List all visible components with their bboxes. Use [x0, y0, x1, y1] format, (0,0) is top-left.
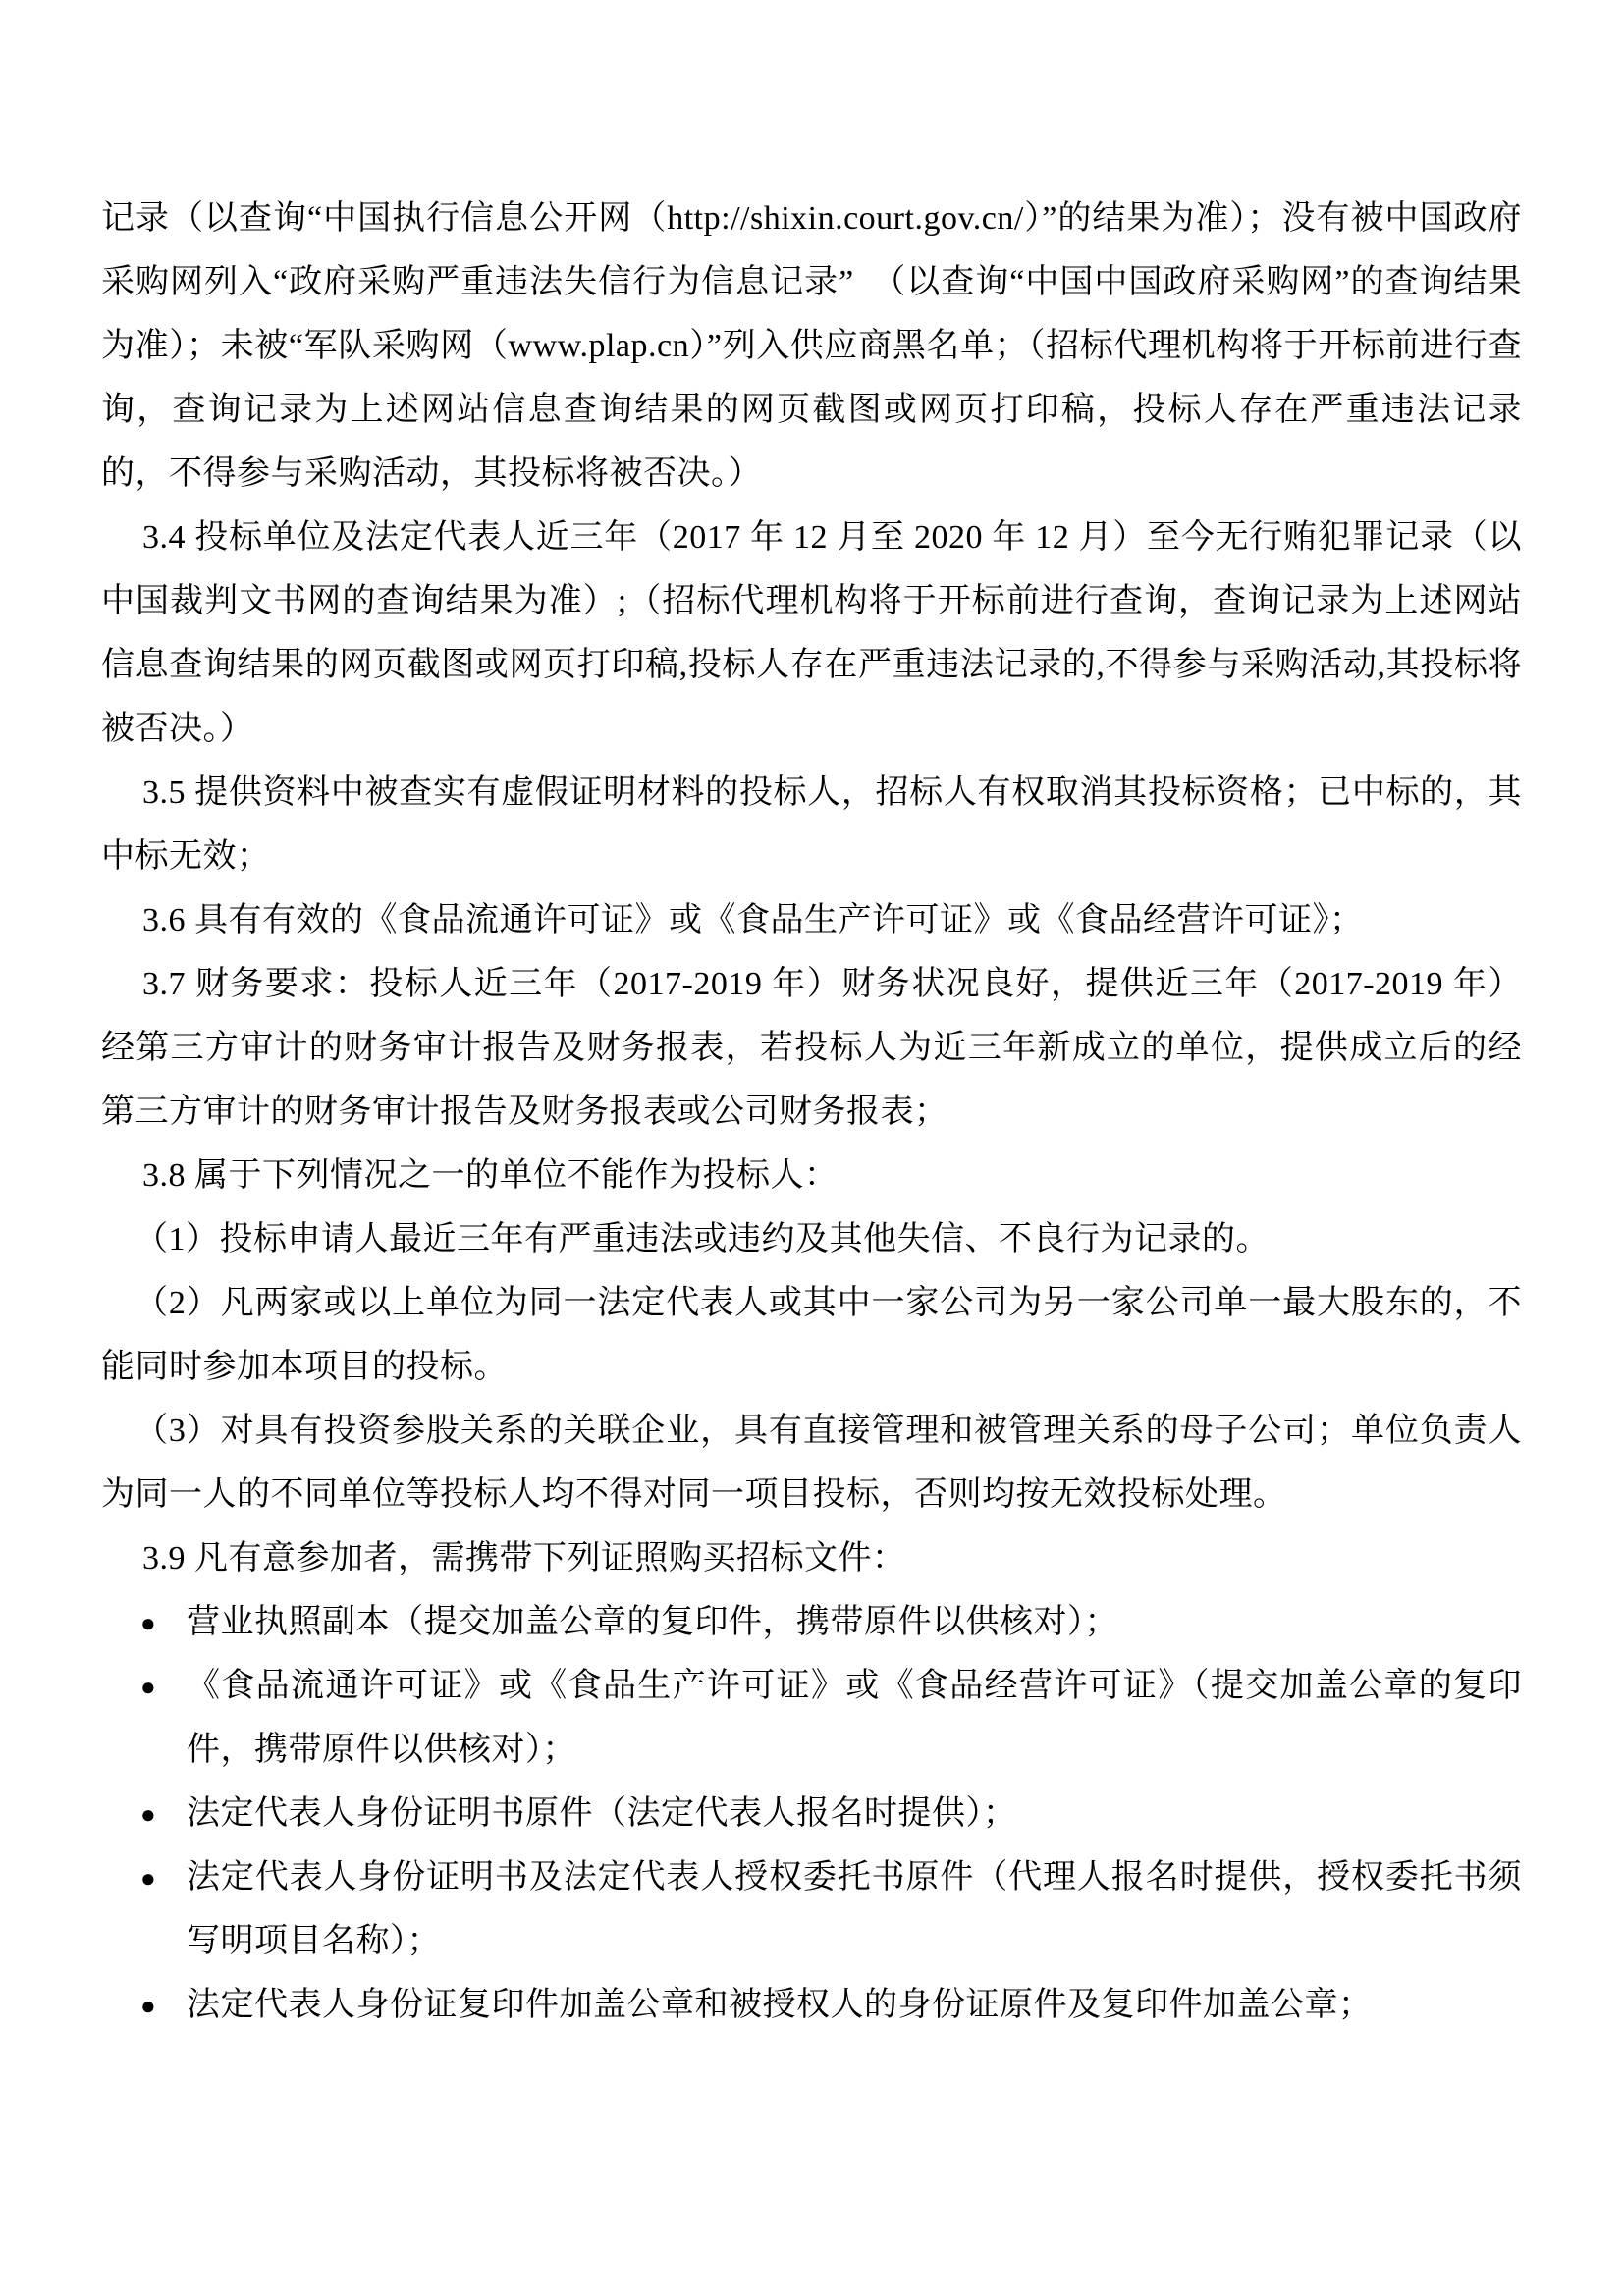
list-item-text: 法定代表人身份证明书原件（法定代表人报名时提供）；	[187, 1795, 1017, 1832]
bullet-icon: ●	[140, 1609, 157, 1637]
bullet-icon: ●	[140, 1864, 157, 1893]
paragraph-3-7: 3.7 财务要求：投标人近三年（2017-2019 年）财务状况良好，提供近三年（2017-2019 年）经第三方审计的财务审计报告及财务报表，若投标人为近三年新成立的单位，提供成立后的经第三方审计的财务审计报告及财务报表或公司财务报表；	[101, 966, 1522, 1130]
paragraph-3-6: 3.6 具有有效的《食品流通许可证》或《食品生产许可证》或《食品经营许可证》；	[142, 902, 1364, 938]
list-item	[101, 1782, 1522, 1845]
list-item	[101, 1845, 1522, 1973]
paragraph-3-4: 3.4 投标单位及法定代表人近三年（2017 年 12 月至 2020 年 12 月）至今无行贿犯罪记录（以中国裁判文书网的查询结果为准）;（招标代理机构将于开标前进行查询，查询记录为上述网站信息查询结果的网页截图或网页打印稿,投标人存在严重违法记录的,不得参与采购活动,其投标将被否决。）	[101, 519, 1522, 747]
bullet-icon: ●	[140, 1673, 157, 1701]
list-item	[101, 1973, 1522, 2037]
list-item-text: 法定代表人身份证复印件加盖公章和被授权人的身份证原件及复印件加盖公章；	[187, 1987, 1373, 2023]
paragraph-3-8: 3.8 属于下列情况之一的单位不能作为投标人：	[142, 1157, 839, 1194]
list-item-text: 营业执照副本（提交加盖公章的复印件，携带原件以供核对）；	[187, 1604, 1118, 1640]
paragraph-3-5: 3.5 提供资料中被查实有虚假证明材料的投标人，招标人有权取消其投标资格；已中标的，其中标无效；	[101, 774, 1522, 875]
bullet-icon: ●	[140, 1800, 157, 1829]
paragraph-3-9: 3.9 凡有意参加者，需携带下列证照购买招标文件：	[142, 1540, 906, 1576]
list-item-text: 《食品流通许可证》或《食品生产许可证》或《食品经营许可证》（提交加盖公章的复印件，携带原件以供核对）；	[187, 1668, 1522, 1768]
document-body	[101, 187, 1522, 2037]
paragraph-3-8-item-3: （3）对具有投资参股关系的关联企业，具有直接管理和被管理关系的母子公司；单位负责人为同一人的不同单位等投标人均不得对同一项目投标，否则均按无效投标处理。	[101, 1413, 1522, 1513]
paragraph-continuation: 记录（以查询“中国执行信息公开网（http://shixin.court.gov.cn/）”的结果为准）；没有被中国政府采购网列入“政府采购严重违法失信行为信息记录” （以查询“中国中国政府采购网”的查询结果为准）；未被“军队采购网（www.plap.cn）”列入供应商黑名单；（招标代理机构将于开标前进行查询，查询记录为上述网站信息查询结果的网页截图或网页打印稿，投标人存在严重违法记录的，不得参与采购活动，其投标将被否决。）	[101, 200, 1522, 492]
required-documents-list	[101, 1590, 1522, 2037]
bullet-icon: ●	[140, 1992, 157, 2020]
paragraph-3-8-item-1: （1）投标申请人最近三年有严重违法或违约及其他失信、不良行为记录的。	[135, 1221, 1270, 1257]
list-item	[101, 1590, 1522, 1654]
list-item	[101, 1654, 1522, 1782]
list-item-text: 法定代表人身份证明书及法定代表人授权委托书原件（代理人报名时提供，授权委托书须写明项目名称）；	[187, 1859, 1522, 1959]
paragraph-3-8-item-2: （2）凡两家或以上单位为同一法定代表人或其中一家公司为另一家公司单一最大股东的，不能同时参加本项目的投标。	[101, 1285, 1522, 1385]
